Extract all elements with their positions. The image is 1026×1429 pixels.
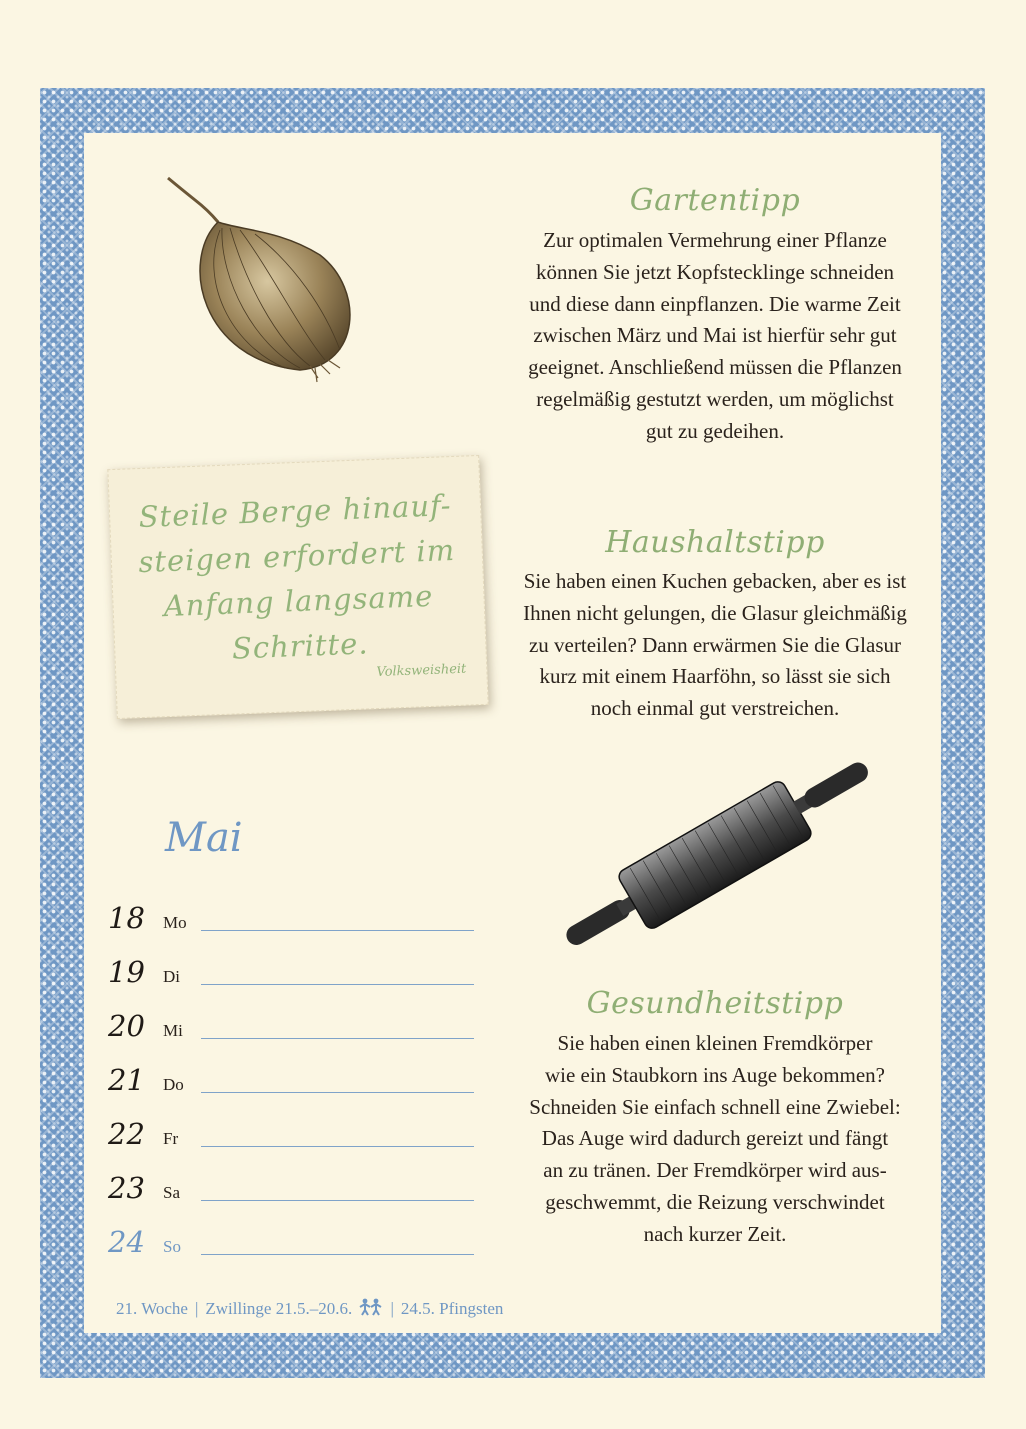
day-row xyxy=(108,1057,478,1097)
tip-text-health: Sie haben einen kleinen Fremdkörper wie ein Staubkorn ins Auge bekommen? Schneiden Sie einfach schnell eine Zwiebel: Das Auge wird dadurch gereizt und fängt an zu tränen. Der Fremdkörper wird aus- geschwemmt, die Reizung verschwindet nach kurzer Zeit. xyxy=(529,1031,901,1246)
day-number: 21 xyxy=(108,1063,145,1097)
day-row xyxy=(108,1003,478,1043)
quote-text: Steile Berge hinauf- steigen erfordert im Anfang langsame Schritte. xyxy=(137,488,456,666)
day-name: Mi xyxy=(163,1021,183,1040)
day-number: 18 xyxy=(108,901,145,935)
day-name: So xyxy=(163,1237,181,1256)
tip-title-health: Gesundheitstipp xyxy=(586,986,844,1021)
rolling-pin-icon xyxy=(550,760,880,950)
day-name: Di xyxy=(163,967,180,986)
tip-text-garden: Zur optimalen Vermehrung einer Pflanze können Sie jetzt Kopfstecklinge schneiden und diese dann einpflanzen. Die warme Zeit zwischen März und Mai ist hierfür sehr gut geeignet. Anschließend müssen die Pflanzen regelmäßig gestutzt werden, um möglichst gut zu gedeihen. xyxy=(528,228,902,443)
holiday: 24.5. Pfingsten xyxy=(400,1299,504,1318)
day-entry-line[interactable] xyxy=(201,1200,474,1201)
day-name: Mo xyxy=(163,913,187,932)
quote-source: Volksweisheit xyxy=(376,661,467,681)
day-entry-line[interactable] xyxy=(201,1092,474,1093)
day-entry-line[interactable] xyxy=(201,930,474,931)
week-number: 21. Woche xyxy=(116,1299,188,1318)
day-name: Sa xyxy=(163,1183,180,1202)
day-number: 19 xyxy=(108,955,145,989)
day-entry-line[interactable] xyxy=(201,1254,474,1255)
day-row xyxy=(108,1165,478,1205)
day-row xyxy=(108,1111,478,1151)
day-number: 20 xyxy=(108,1009,145,1043)
day-name: Fr xyxy=(163,1129,179,1148)
month-title: Mai xyxy=(165,815,243,861)
day-number: 23 xyxy=(108,1171,145,1205)
day-entry-line[interactable] xyxy=(201,1038,474,1039)
day-row xyxy=(108,949,478,989)
day-entry-line[interactable] xyxy=(201,1146,474,1147)
day-number: 22 xyxy=(108,1117,145,1151)
separator: | xyxy=(390,1299,394,1318)
separator: | xyxy=(194,1299,199,1318)
day-name: Do xyxy=(163,1075,184,1094)
zodiac-sign: Zwillinge 21.5.–20.6. xyxy=(205,1299,353,1318)
day-number: 24 xyxy=(108,1225,145,1259)
tip-text-household: Sie haben einen Kuchen gebacken, aber es ist Ihnen nicht gelungen, die Glasur gleichmäßig zu verteilen? Dann erwärmen Sie die Glasur kurz mit einem Haarföhn, so lässt sie sich noch einmal gut verstreichen. xyxy=(523,569,907,721)
quote-card xyxy=(107,455,488,719)
day-entry-line[interactable] xyxy=(201,984,474,985)
day-row xyxy=(108,1219,478,1259)
day-row xyxy=(108,895,478,935)
tip-title-garden: Gartentipp xyxy=(629,183,801,218)
footer-info xyxy=(116,1298,503,1319)
tip-title-household: Haushaltstipp xyxy=(605,525,825,560)
gemini-icon xyxy=(359,1298,383,1316)
onion-icon xyxy=(160,170,370,400)
